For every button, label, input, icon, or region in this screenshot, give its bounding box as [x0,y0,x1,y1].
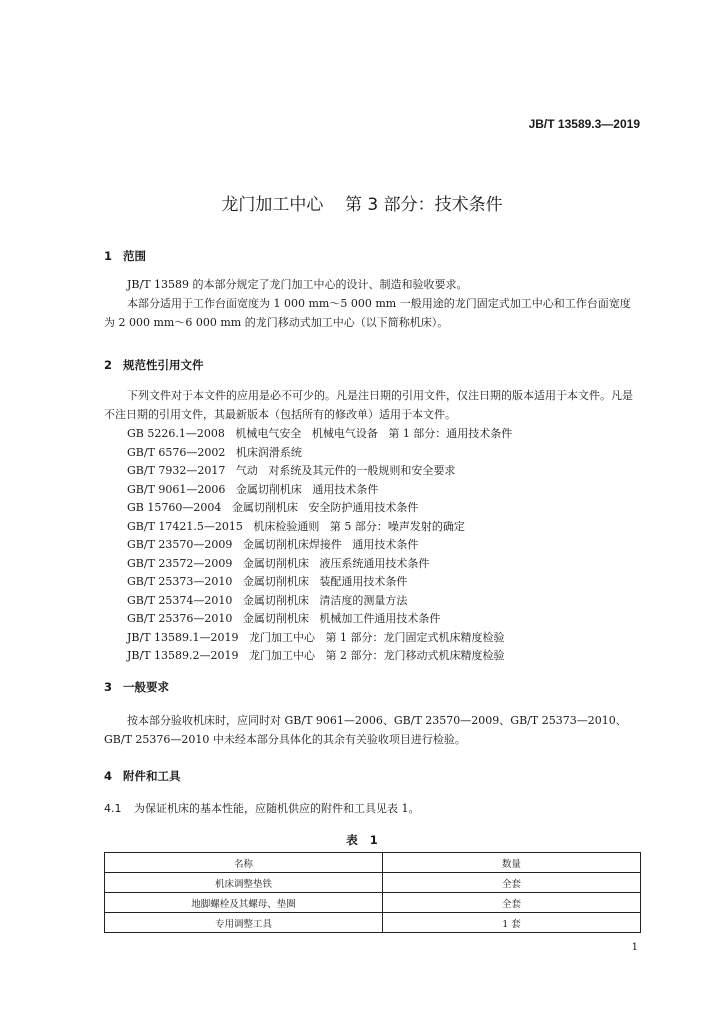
column-header-quantity: 数量 [383,853,641,873]
reference-list [127,425,512,666]
table-cell: 1 套 [383,913,641,933]
table-cell: 地脚螺栓及其螺母、垫圈 [105,893,383,913]
reference-item: GB/T 7932—2017 气动 对系统及其元件的一般规则和安全要求 [127,464,456,477]
section-number: 4 [104,769,113,783]
reference-item: JB/T 13589.2—2019 龙门加工中心 第 2 部分：龙门移动式机床精度检验 [127,649,505,662]
clause-number: 4.1 [104,802,122,815]
section-title: 规范性引用文件 [123,358,204,372]
clause-4-1 [104,800,641,819]
paragraph: 下列文件对于本文件的应用是必不可少的。凡是注日期的引用文件，仅注日期的版本适用于本文件。凡是不注日期的引用文件，其最新版本（包括所有的修改单）适用于本文件。 [104,389,633,421]
accessories-table [104,852,641,933]
table-header-row [105,853,641,873]
paragraph: 按本部分验收机床时，应同时对 GB/T 9061—2006、GB/T 23570—2009、GB/T 25373—2010、GB/T 25376—2010 中未经本部分具体化的其余有关验收项目进行检验。 [104,714,627,746]
reference-item: GB/T 23572—2009 金属切削机床 液压系统通用技术条件 [127,556,430,570]
document-title: 龙门加工中心 第 3 部分：技术条件 [221,195,503,215]
table-cell: 机床调整垫铁 [105,873,383,893]
paragraph: 本部分适用于工作台面宽度为 1 000 mm～5 000 mm 一般用途的龙门固定式加工中心和工作台面宽度为 2 000 mm～6 000 mm 的龙门移动式加工中心（以下简称机床）。 [104,297,631,329]
reference-item: GB/T 6576—2002 机床润滑系统 [127,445,302,459]
section-title: 附件和工具 [123,769,181,783]
page-number: 1 [631,942,638,953]
reference-item: JB/T 13589.1—2019 龙门加工中心 第 1 部分：龙门固定式机床精度检验 [127,630,505,644]
section-number: 2 [104,358,113,372]
table-cell: 专用调整工具 [105,913,383,933]
reference-item: GB 15760—2004 金属切削机床 安全防护通用技术条件 [127,501,419,514]
section-number: 1 [104,249,113,263]
table-cell: 全套 [383,873,641,893]
clause-text: 为保证机床的基本性能，应随机供应的附件和工具见表 1。 [134,802,420,815]
reference-item: GB/T 25374—2010 金属切削机床 清洁度的测量方法 [127,593,408,607]
section-2-heading [104,357,204,373]
reference-item: GB/T 17421.5—2015 机床检验通则 第 5 部分：噪声发射的确定 [127,519,465,533]
section-3-heading [104,679,169,695]
paragraph: JB/T 13589 的本部分规定了龙门加工中心的设计、制造和验收要求。 [127,278,468,291]
section-title: 范围 [123,249,146,263]
section-1-heading [104,248,146,264]
reference-item: GB/T 25373—2010 金属切削机床 装配通用技术条件 [127,575,408,588]
table-row [105,913,641,933]
reference-item: GB/T 25376—2010 金属切削机床 机械加工件通用技术条件 [127,612,441,625]
section-4-heading [104,768,181,784]
section-title: 一般要求 [123,680,169,694]
section-number: 3 [104,680,113,694]
standard-code: JB/T 13589.3—2019 [528,117,640,131]
column-header-name: 名称 [105,853,383,873]
table-caption: 表 1 [346,833,378,847]
table-cell: 全套 [383,893,641,913]
reference-item: GB 5226.1—2008 机械电气安全 机械电气设备 第 1 部分：通用技术条件 [127,427,513,440]
reference-item: GB/T 9061—2006 金属切削机床 通用技术条件 [127,482,379,496]
table-row [105,893,641,913]
reference-item: GB/T 23570—2009 金属切削机床焊接件 通用技术条件 [127,538,419,551]
table-row [105,873,641,893]
